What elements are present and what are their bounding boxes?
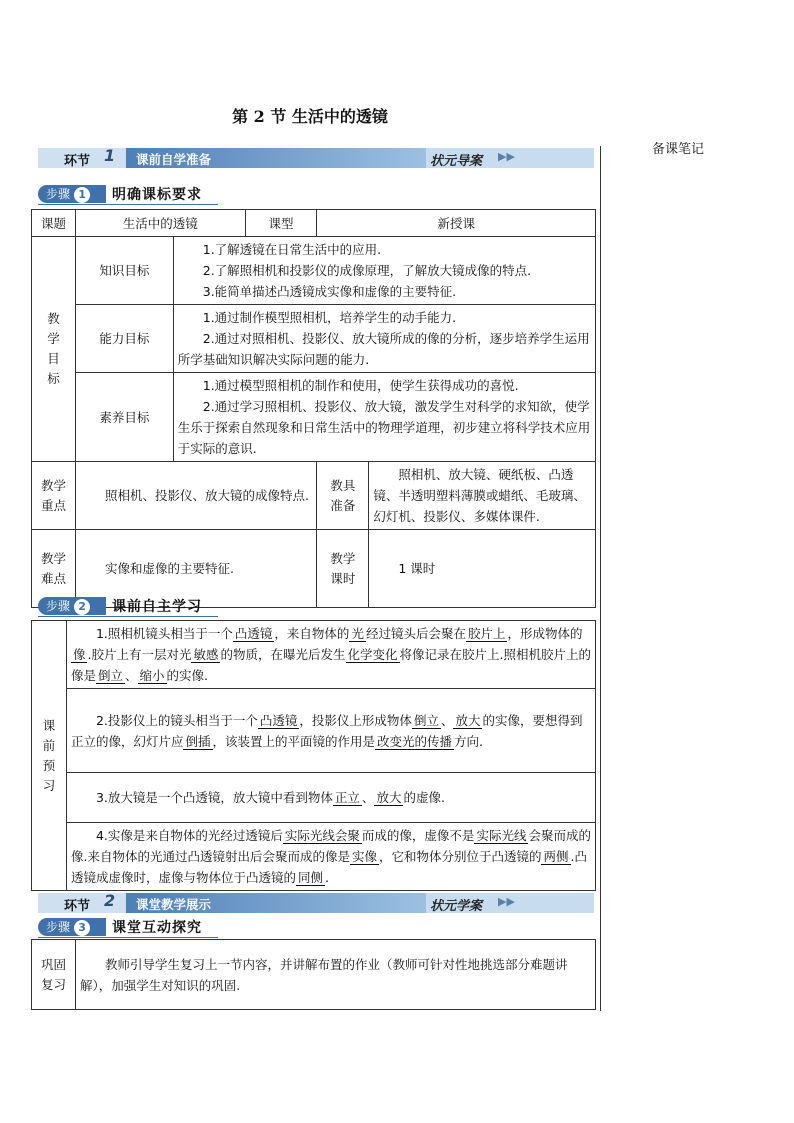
section-name: 课堂教学展示 — [136, 897, 212, 912]
topic-header: 课题 — [32, 210, 76, 237]
section-bar-1 — [38, 148, 594, 168]
hours-label: 教学 课时 — [317, 530, 369, 608]
step-underline — [38, 937, 218, 938]
ability-goal-label: 能力目标 — [75, 305, 173, 373]
step-underline — [38, 616, 218, 617]
section-number: 2 — [104, 891, 116, 910]
review-text: 教师引导学生复习上一节内容，并讲解布置的作业（教师可针对性地挑选部分难题讲解），加强学生对知识的巩固. — [75, 940, 595, 1010]
preview-item-4: 4.实像是来自物体的光经过透镜后 实际光线会聚 而成的像，虚像不是 实际光线 会聚而成的像.来自物体的光通过凸透镜射出后会聚而成的像是 实像 ，它和物体分别位于凸透镜的 两侧 .凸透镜成虚像时，虚像与物体位于凸透镜的 同侧 . — [66, 823, 595, 891]
page-title: 第 2 节 生活中的透镜 — [232, 107, 388, 126]
key-points: 照相机、投影仪、放大镜的成像特点. — [75, 462, 317, 530]
preview-item-1: 1.照相机镜头相当于一个 凸透镜 ，来自物体的 光 经过镜头后会聚在 胶片上 ，形成物体的像 .胶片上有一层对光 敏感 的物质，在曝光后发生 化学变化 将像记录在胶片上.照相机胶片上的像是 倒立 、 缩小 的实像. — [66, 621, 595, 689]
arrow-icon: ▶▶ — [498, 895, 515, 908]
preview-table — [31, 620, 596, 891]
step-number-icon: 2 — [74, 599, 90, 615]
step-underline — [38, 204, 218, 205]
step-name: 明确课标要求 — [112, 187, 202, 203]
side-note: 备课笔记 — [652, 142, 705, 157]
preview-label: 课 前 预 习 — [32, 621, 67, 891]
literacy-goal-label: 素养目标 — [75, 373, 173, 462]
step-name: 课堂互动探究 — [112, 920, 202, 936]
arrow-icon: ▶▶ — [498, 150, 515, 163]
preview-item-2: 2.投影仪上的镜头相当于一个 凸透镜 ，投影仪上形成物体 倒立 、 放大 的实像，要想得到正立的像，幻灯片应 倒插 ，该装置上的平面镜的作用是 改变光的传播 方向. — [66, 689, 595, 773]
step-tag: 步骤 1 — [38, 185, 106, 203]
step-tag: 步骤 2 — [38, 597, 106, 615]
section-tag: 状元学案 — [430, 899, 483, 914]
tools: 照相机、放大镜、硬纸板、凸透镜、半透明塑料薄膜或蜡纸、毛玻璃、幻灯机、投影仪、多媒体课件. — [369, 462, 596, 530]
step-name: 课前自主学习 — [112, 599, 202, 615]
review-table — [31, 939, 596, 1010]
difficulty: 实像和虚像的主要特征. — [75, 530, 317, 608]
section-tag: 状元导案 — [430, 154, 483, 169]
knowledge-goal-label: 知识目标 — [75, 237, 173, 305]
section-label: 环节 — [64, 154, 91, 169]
difficulty-label: 教学 难点 — [32, 530, 76, 608]
review-label: 巩固 复习 — [32, 940, 76, 1010]
section-name: 课前自学准备 — [136, 152, 212, 167]
preview-item-3: 3.放大镜是一个凸透镜，放大镜中看到物体 正立 、 放大 的虚像. — [66, 773, 595, 823]
step-tag: 步骤 3 — [38, 918, 106, 936]
type-header: 课型 — [245, 210, 317, 237]
section-label: 环节 — [64, 899, 91, 914]
literacy-goals: 1.通过模型照相机的制作和使用，使学生获得成功的喜悦. 2.通过学习照相机、投影仪、放大镜，激发学生对科学的求知欲，使学生乐于探索自然现象和日常生活中的物理学道理，初步建立将科学技术应用于实际的意识. — [173, 373, 595, 462]
section-number: 1 — [104, 146, 116, 165]
section-bar-2 — [38, 893, 594, 913]
ability-goals: 1.通过制作模型照相机，培养学生的动手能力. 2.通过对照相机、投影仪、放大镜所成的像的分析，逐步培养学生运用所学基础知识解决实际问题的能力. — [173, 305, 595, 373]
margin-divider — [600, 146, 601, 1011]
type-value: 新授课 — [317, 210, 596, 237]
step-number-icon: 1 — [74, 187, 90, 203]
course-goals-table — [31, 209, 596, 608]
topic-value: 生活中的透镜 — [75, 210, 245, 237]
goals-label: 教 学 目 标 — [32, 237, 76, 462]
step-number-icon: 3 — [74, 920, 90, 936]
key-points-label: 教学 重点 — [32, 462, 76, 530]
knowledge-goals: 1.了解透镜在日常生活中的应用. 2.了解照相机和投影仪的成像原理，了解放大镜成像的特点. 3.能简单描述凸透镜成实像和虚像的主要特征. — [173, 237, 595, 305]
tools-label: 教具 准备 — [317, 462, 369, 530]
hours: 1 课时 — [369, 530, 596, 608]
